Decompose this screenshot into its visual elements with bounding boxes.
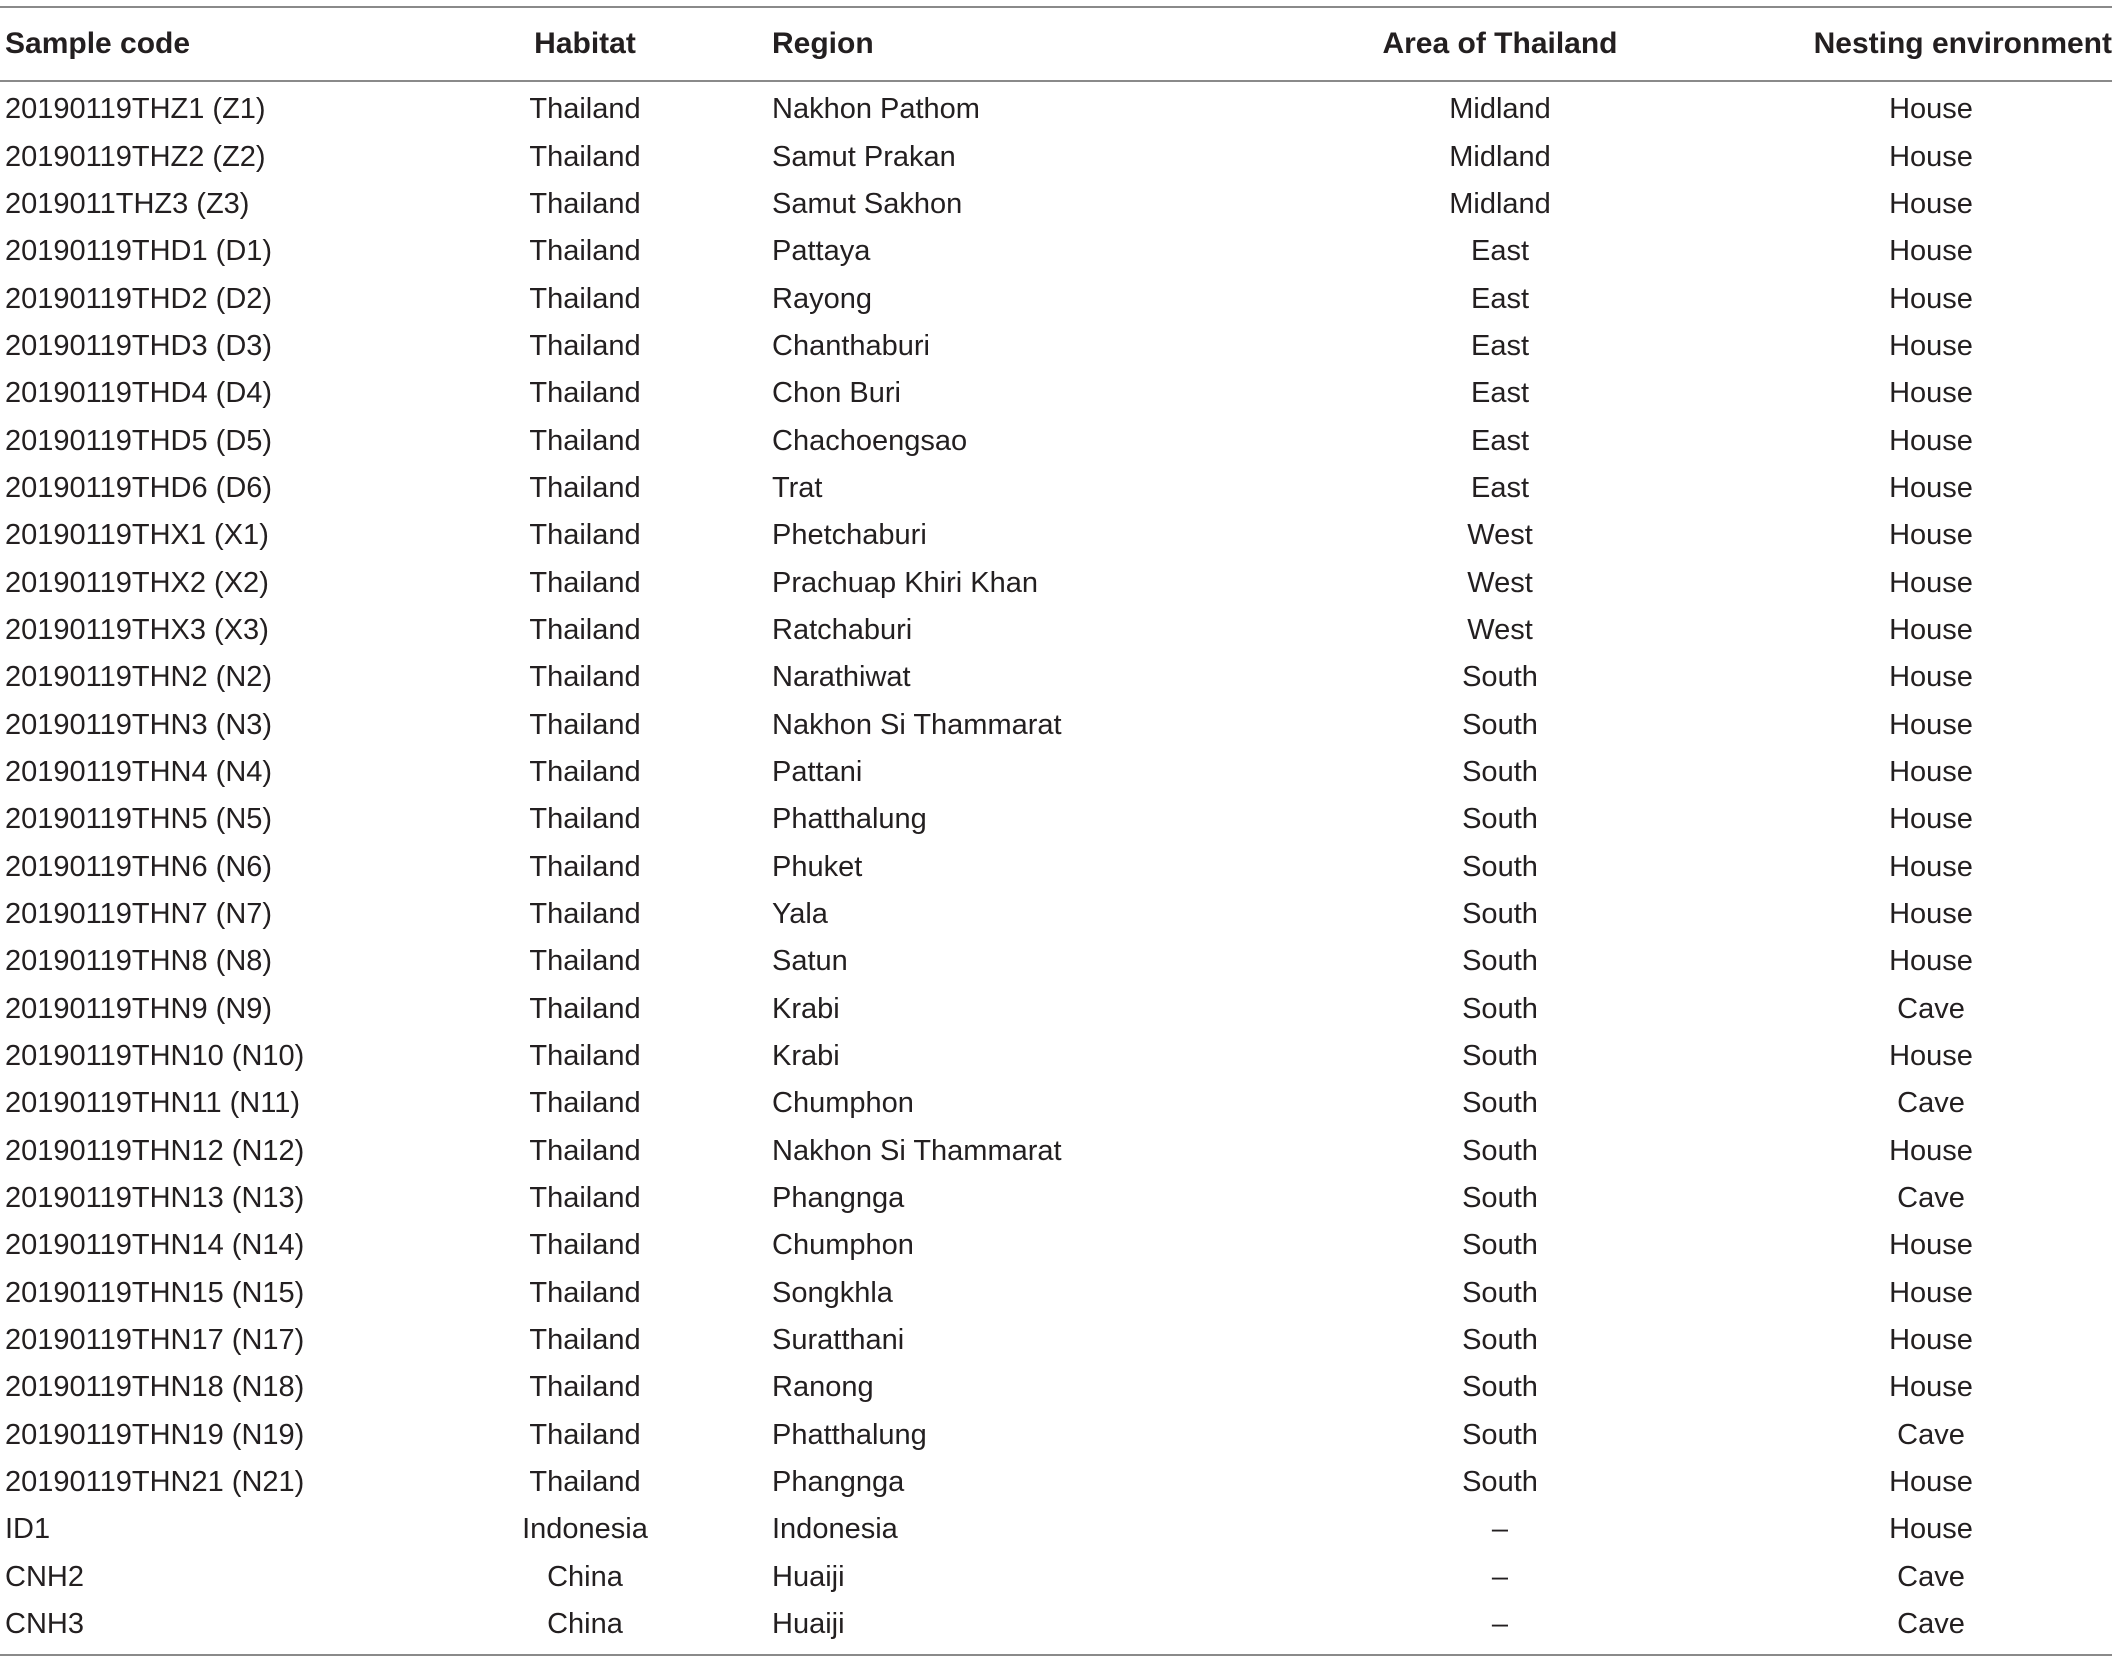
cell-habitat: Thailand [529,1040,641,1073]
cell-nesting-environment: House [1889,1513,1973,1546]
table-row [0,81,2112,133]
cell-area: East [1470,235,1530,268]
table-row [0,465,2112,512]
cell-area: East [1470,424,1530,457]
cell-habitat: China [547,1608,623,1641]
cell-nesting-environment: House [1889,803,1973,836]
cell-sample-code: 20190119THN8 (N8) [5,945,273,978]
cell-region: Ratchaburi [772,613,913,646]
cell-nesting-environment: House [1889,519,1973,552]
cell-habitat: China [547,1560,623,1593]
cell-habitat: Thailand [529,93,641,126]
cell-sample-code: 20190119THN2 (N2) [5,661,273,694]
cell-region: Samut Prakan [772,140,956,173]
cell-habitat: Thailand [529,1229,641,1262]
cell-nesting-environment: House [1889,945,1973,978]
cell-nesting-environment: House [1889,93,1973,126]
cell-sample-code: 20190119THN5 (N5) [5,803,273,836]
cell-region: Phangnga [772,1466,905,1499]
table-row [0,1412,2112,1459]
cell-habitat: Thailand [529,850,641,883]
cell-sample-code: 20190119THN4 (N4) [5,755,273,788]
cell-nesting-environment: Cave [1897,1560,1965,1593]
cell-area: East [1470,282,1530,315]
table-row [0,1080,2112,1127]
cell-region: Rayong [772,282,872,315]
table-row [0,796,2112,843]
cell-habitat: Thailand [529,519,641,552]
cell-habitat: Thailand [529,424,641,457]
cell-area: South [1462,1324,1538,1357]
table-row [0,181,2112,228]
cell-nesting-environment: Cave [1897,1087,1965,1120]
cell-nesting-environment: House [1889,850,1973,883]
cell-region: Phatthalung [772,1418,927,1451]
cell-habitat: Thailand [529,471,641,504]
cell-area: South [1462,1466,1538,1499]
table-row [0,228,2112,275]
cell-sample-code: 20190119THN14 (N14) [5,1229,305,1262]
cell-sample-code: CNH2 [5,1560,84,1593]
cell-sample-code: CNH3 [5,1608,84,1641]
cell-sample-code: 20190119THX1 (X1) [5,519,269,552]
table-row [0,701,2112,748]
cell-area: East [1470,471,1530,504]
cell-habitat: Thailand [529,661,641,694]
cell-habitat: Indonesia [522,1513,648,1546]
cell-nesting-environment: House [1889,566,1973,599]
table-row [0,133,2112,180]
cell-habitat: Thailand [529,945,641,978]
cell-nesting-environment: House [1889,898,1973,931]
cell-region: Narathiwat [772,661,911,694]
cell-region: Yala [772,898,828,931]
cell-nesting-environment: House [1889,377,1973,410]
cell-habitat: Thailand [529,1324,641,1357]
cell-region: Chachoengsao [772,424,968,457]
table-row [0,1601,2112,1655]
cell-sample-code: 20190119THN19 (N19) [5,1418,305,1451]
cell-sample-code: 20190119THD1 (D1) [5,235,273,268]
table-row [0,1364,2112,1411]
cell-nesting-environment: House [1889,235,1973,268]
header-sample-code: Sample code [5,27,191,60]
cell-habitat: Thailand [529,1276,641,1309]
cell-region: Phatthalung [772,803,927,836]
cell-region: Chon Buri [772,377,901,410]
cell-region: Songkhla [772,1276,893,1309]
cell-sample-code: 20190119THD4 (D4) [5,377,273,410]
table-row [0,1128,2112,1175]
header-region: Region [772,27,874,60]
cell-sample-code: 20190119THD6 (D6) [5,471,273,504]
cell-sample-code: 20190119THD5 (D5) [5,424,273,457]
cell-nesting-environment: House [1889,282,1973,315]
cell-sample-code: 20190119THN7 (N7) [5,898,273,931]
cell-habitat: Thailand [529,1134,641,1167]
cell-region: Chumphon [772,1087,914,1120]
cell-area: East [1470,329,1530,362]
cell-region: Indonesia [772,1513,898,1546]
cell-area: South [1462,945,1538,978]
cell-habitat: Thailand [529,898,641,931]
table-row [0,1317,2112,1364]
cell-area: South [1462,1371,1538,1404]
cell-nesting-environment: House [1889,329,1973,362]
cell-area: East [1470,377,1530,410]
cell-habitat: Thailand [529,708,641,741]
cell-region: Nakhon Si Thammarat [772,708,1062,741]
cell-nesting-environment: House [1889,1276,1973,1309]
cell-nesting-environment: House [1889,1134,1973,1167]
cell-habitat: Thailand [529,329,641,362]
cell-nesting-environment: House [1889,1324,1973,1357]
cell-nesting-environment: House [1889,187,1973,220]
cell-nesting-environment: House [1889,708,1973,741]
cell-habitat: Thailand [529,755,641,788]
cell-region: Nakhon Si Thammarat [772,1134,1062,1167]
cell-habitat: Thailand [529,803,641,836]
cell-sample-code: 20190119THZ2 (Z2) [5,140,266,173]
table-row [0,1459,2112,1506]
table-body [0,81,2112,1655]
header-habitat: Habitat [534,27,636,60]
cell-sample-code: 20190119THN12 (N12) [5,1134,305,1167]
cell-region: Prachuap Khiri Khan [772,566,1038,599]
header-area: Area of Thailand [1382,27,1618,60]
cell-area: West [1467,519,1533,552]
cell-sample-code: 20190119THD2 (D2) [5,282,273,315]
cell-area: – [1491,1560,1509,1593]
cell-area: Midland [1449,187,1551,220]
cell-sample-code: ID1 [5,1513,51,1546]
cell-area: South [1462,803,1538,836]
table-row [0,844,2112,891]
table-row [0,275,2112,322]
cell-area: South [1462,1134,1538,1167]
cell-region: Huaiji [772,1608,845,1641]
table-row [0,607,2112,654]
cell-nesting-environment: House [1889,471,1973,504]
table-row [0,323,2112,370]
cell-nesting-environment: House [1889,661,1973,694]
cell-area: – [1491,1608,1509,1641]
cell-region: Samut Sakhon [772,187,963,220]
cell-area: Midland [1449,140,1551,173]
cell-sample-code: 20190119THZ1 (Z1) [5,93,266,126]
cell-region: Krabi [772,1040,840,1073]
cell-region: Phangnga [772,1182,905,1215]
cell-region: Chanthaburi [772,329,930,362]
cell-region: Satun [772,945,848,978]
cell-habitat: Thailand [529,613,641,646]
header-row [0,7,2112,81]
cell-area: South [1462,661,1538,694]
cell-nesting-environment: Cave [1897,1608,1965,1641]
cell-area: South [1462,755,1538,788]
table-row [0,559,2112,606]
table-row [0,1270,2112,1317]
cell-habitat: Thailand [529,282,641,315]
cell-nesting-environment: House [1889,1466,1973,1499]
cell-area: South [1462,898,1538,931]
cell-region: Phetchaburi [772,519,927,552]
cell-nesting-environment: House [1889,613,1973,646]
sample-table [0,6,2112,1656]
cell-region: Pattani [772,755,863,788]
cell-sample-code: 20190119THN6 (N6) [5,850,273,883]
cell-sample-code: 20190119THX3 (X3) [5,613,269,646]
cell-sample-code: 20190119THD3 (D3) [5,329,273,362]
table-row [0,1033,2112,1080]
table-header [0,7,2112,81]
cell-nesting-environment: House [1889,1371,1973,1404]
cell-habitat: Thailand [529,1418,641,1451]
cell-nesting-environment: Cave [1897,1418,1965,1451]
table-row [0,512,2112,559]
cell-area: South [1462,1087,1538,1120]
cell-area: South [1462,850,1538,883]
cell-area: West [1467,566,1533,599]
cell-nesting-environment: House [1889,755,1973,788]
cell-sample-code: 20190119THN11 (N11) [5,1087,300,1120]
cell-habitat: Thailand [529,1371,641,1404]
cell-nesting-environment: House [1889,140,1973,173]
cell-area: South [1462,992,1538,1025]
cell-habitat: Thailand [529,235,641,268]
table-row [0,1554,2112,1601]
cell-sample-code: 2019011THZ3 (Z3) [5,187,250,220]
cell-area: South [1462,1040,1538,1073]
cell-habitat: Thailand [529,566,641,599]
cell-sample-code: 20190119THN13 (N13) [5,1182,305,1215]
table-row [0,370,2112,417]
cell-area: South [1462,708,1538,741]
cell-sample-code: 20190119THN10 (N10) [5,1040,305,1073]
cell-region: Trat [772,471,823,504]
cell-area: South [1462,1276,1538,1309]
cell-region: Ranong [772,1371,874,1404]
table-row [0,1506,2112,1553]
cell-habitat: Thailand [529,992,641,1025]
cell-region: Nakhon Pathom [772,93,980,126]
cell-sample-code: 20190119THN17 (N17) [5,1324,305,1357]
cell-region: Suratthani [772,1324,905,1357]
cell-area: Midland [1449,93,1551,126]
cell-region: Krabi [772,992,840,1025]
cell-nesting-environment: House [1889,424,1973,457]
table-row [0,417,2112,464]
cell-region: Phuket [772,850,863,883]
cell-area: South [1462,1229,1538,1262]
cell-habitat: Thailand [529,1182,641,1215]
cell-area: West [1467,613,1533,646]
cell-nesting-environment: House [1889,1040,1973,1073]
table-row [0,749,2112,796]
cell-nesting-environment: House [1889,1229,1973,1262]
cell-nesting-environment: Cave [1897,1182,1965,1215]
cell-nesting-environment: Cave [1897,992,1965,1025]
table-row [0,891,2112,938]
cell-sample-code: 20190119THN9 (N9) [5,992,273,1025]
table-row [0,986,2112,1033]
cell-habitat: Thailand [529,1466,641,1499]
cell-region: Huaiji [772,1560,845,1593]
header-nesting-environment: Nesting environment [1813,27,2112,60]
cell-habitat: Thailand [529,377,641,410]
cell-region: Pattaya [772,235,871,268]
table-row [0,1222,2112,1269]
cell-habitat: Thailand [529,140,641,173]
cell-area: – [1491,1513,1509,1546]
cell-sample-code: 20190119THN18 (N18) [5,1371,305,1404]
cell-area: South [1462,1418,1538,1451]
cell-area: South [1462,1182,1538,1215]
cell-habitat: Thailand [529,1087,641,1120]
cell-sample-code: 20190119THN3 (N3) [5,708,273,741]
cell-habitat: Thailand [529,187,641,220]
table-row [0,654,2112,701]
table-row [0,1175,2112,1222]
cell-sample-code: 20190119THX2 (X2) [5,566,269,599]
cell-sample-code: 20190119THN15 (N15) [5,1276,305,1309]
cell-region: Chumphon [772,1229,914,1262]
cell-sample-code: 20190119THN21 (N21) [5,1466,305,1499]
table-row [0,938,2112,985]
